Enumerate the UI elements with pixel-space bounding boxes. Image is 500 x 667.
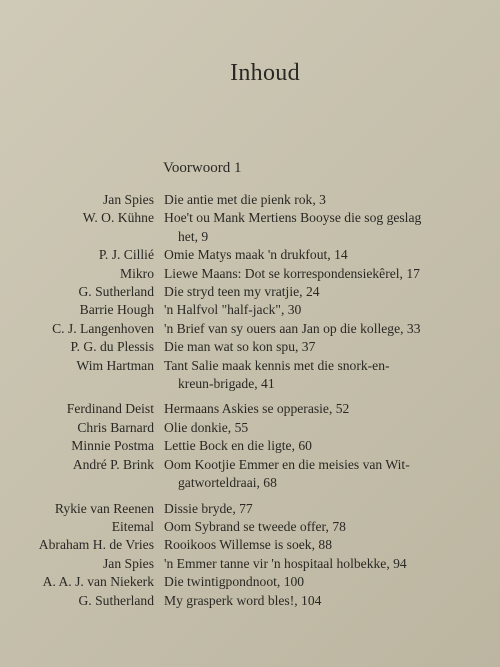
- toc-title: [164, 573, 484, 591]
- toc-author: A. A. J. van Niekerk: [42, 574, 154, 590]
- toc-author: Ferdinand Deist: [66, 401, 154, 417]
- toc-author: Rykie van Reenen: [54, 500, 154, 516]
- toc-author: C. J. Langenhoven: [52, 320, 154, 336]
- toc-entry: [0, 283, 500, 301]
- toc-author: G. Sutherland: [78, 284, 154, 300]
- toc-entry: [0, 400, 500, 418]
- toc-entry: [0, 357, 500, 394]
- toc-title-line: kreun-brigade, 41: [178, 376, 275, 392]
- toc-title: [164, 518, 484, 536]
- toc-title-line: Die twintigpondnoot, 100: [164, 574, 305, 590]
- toc-title: [164, 209, 484, 246]
- toc-title-line: Lettie Bock en die ligte, 60: [164, 438, 312, 454]
- toc-author: Abraham H. de Vries: [38, 537, 154, 553]
- toc-author: Eitemal: [111, 518, 154, 534]
- toc-title-line: Olie donkie, 55: [164, 419, 249, 435]
- toc-title: [164, 536, 484, 554]
- toc-entry: [0, 265, 500, 283]
- toc-entry: [0, 338, 500, 356]
- toc-title-line: Die man wat so kon spu, 37: [164, 339, 316, 355]
- toc-title-line: Hoe't ou Mank Mertiens Booyse die sog geslag: [164, 210, 422, 226]
- toc-title-line: My grasperk word bles!, 104: [164, 592, 322, 608]
- toc-entry: [0, 437, 500, 455]
- toc-entry: [0, 246, 500, 264]
- toc-title-line: Die antie met die pienk rok, 3: [164, 192, 326, 207]
- toc-author: Mikro: [120, 265, 154, 281]
- toc-title-line: 'n Emmer tanne vir 'n hospitaal holbekke, 94: [164, 555, 407, 571]
- toc-entry: [0, 555, 500, 573]
- toc-title-line: Die stryd teen my vratjie, 24: [164, 284, 320, 300]
- toc-entry: [0, 320, 500, 338]
- toc-author: P. G. du Plessis: [70, 339, 154, 355]
- toc-entry: [0, 536, 500, 554]
- toc-title-line: 'n Brief van sy ouers aan Jan op die kollege, 33: [164, 320, 421, 336]
- toc-author: André P. Brink: [72, 456, 154, 472]
- toc-title: [164, 400, 484, 418]
- toc-title-line: Liewe Maans: Dot se korrespondensiekêrel, 17: [164, 265, 420, 281]
- toc-author: Barrie Hough: [79, 302, 154, 318]
- toc-title: [164, 265, 484, 283]
- toc-entry: [0, 518, 500, 536]
- toc-title-line: het, 9: [178, 228, 209, 244]
- toc-entry: [0, 573, 500, 591]
- toc-entry: [0, 191, 500, 209]
- toc-title-line: Dissie bryde, 77: [164, 500, 253, 516]
- toc-title: [164, 338, 484, 356]
- toc-title-line: 'n Halfvol "half-jack", 30: [164, 302, 302, 318]
- toc-title: [164, 419, 484, 437]
- page-title: Inhoud: [230, 60, 300, 86]
- toc-title-line: Tant Salie maak kennis met die snork-en-: [164, 357, 390, 373]
- toc-title-line: Oom Sybrand se tweede offer, 78: [164, 518, 346, 534]
- group-gap: [0, 393, 500, 400]
- toc-title-line: Hermaans Askies se opperasie, 52: [164, 401, 350, 417]
- toc-entry: [0, 419, 500, 437]
- toc-title: [164, 246, 484, 264]
- toc-title-line: Rooikoos Willemse is soek, 88: [164, 537, 332, 553]
- toc-title: [164, 456, 484, 493]
- toc-title: [164, 500, 484, 518]
- preface-entry: Voorwoord 1: [163, 160, 242, 176]
- toc-author: Chris Barnard: [77, 419, 154, 435]
- toc-title: [164, 283, 484, 301]
- toc-author: Jan Spies: [103, 192, 154, 207]
- toc-title: [164, 437, 484, 455]
- toc-title: [164, 555, 484, 573]
- toc-entry: [0, 456, 500, 493]
- toc-entry: [0, 500, 500, 518]
- toc-entry: [0, 209, 500, 246]
- toc-title: [164, 320, 484, 338]
- toc-title-line: Oom Kootjie Emmer en die meisies van Wit-: [164, 456, 410, 472]
- toc-author: Wim Hartman: [76, 357, 154, 373]
- toc-author: Jan Spies: [103, 555, 154, 571]
- toc-title: [164, 301, 484, 319]
- table-of-contents: [0, 191, 500, 610]
- toc-entry: [0, 592, 500, 610]
- toc-title: [164, 191, 484, 209]
- group-gap: [0, 493, 500, 500]
- toc-title-line: gatworteldraai, 68: [178, 475, 277, 491]
- toc-title: [164, 592, 484, 610]
- toc-title: [164, 357, 484, 394]
- toc-title-line: Omie Matys maak 'n drukfout, 14: [164, 247, 348, 263]
- toc-author: P. J. Cillié: [98, 247, 154, 263]
- toc-author: W. O. Kühne: [82, 210, 154, 226]
- toc-author: Minnie Postma: [71, 438, 154, 454]
- toc-author: G. Sutherland: [78, 592, 154, 608]
- toc-entry: [0, 301, 500, 319]
